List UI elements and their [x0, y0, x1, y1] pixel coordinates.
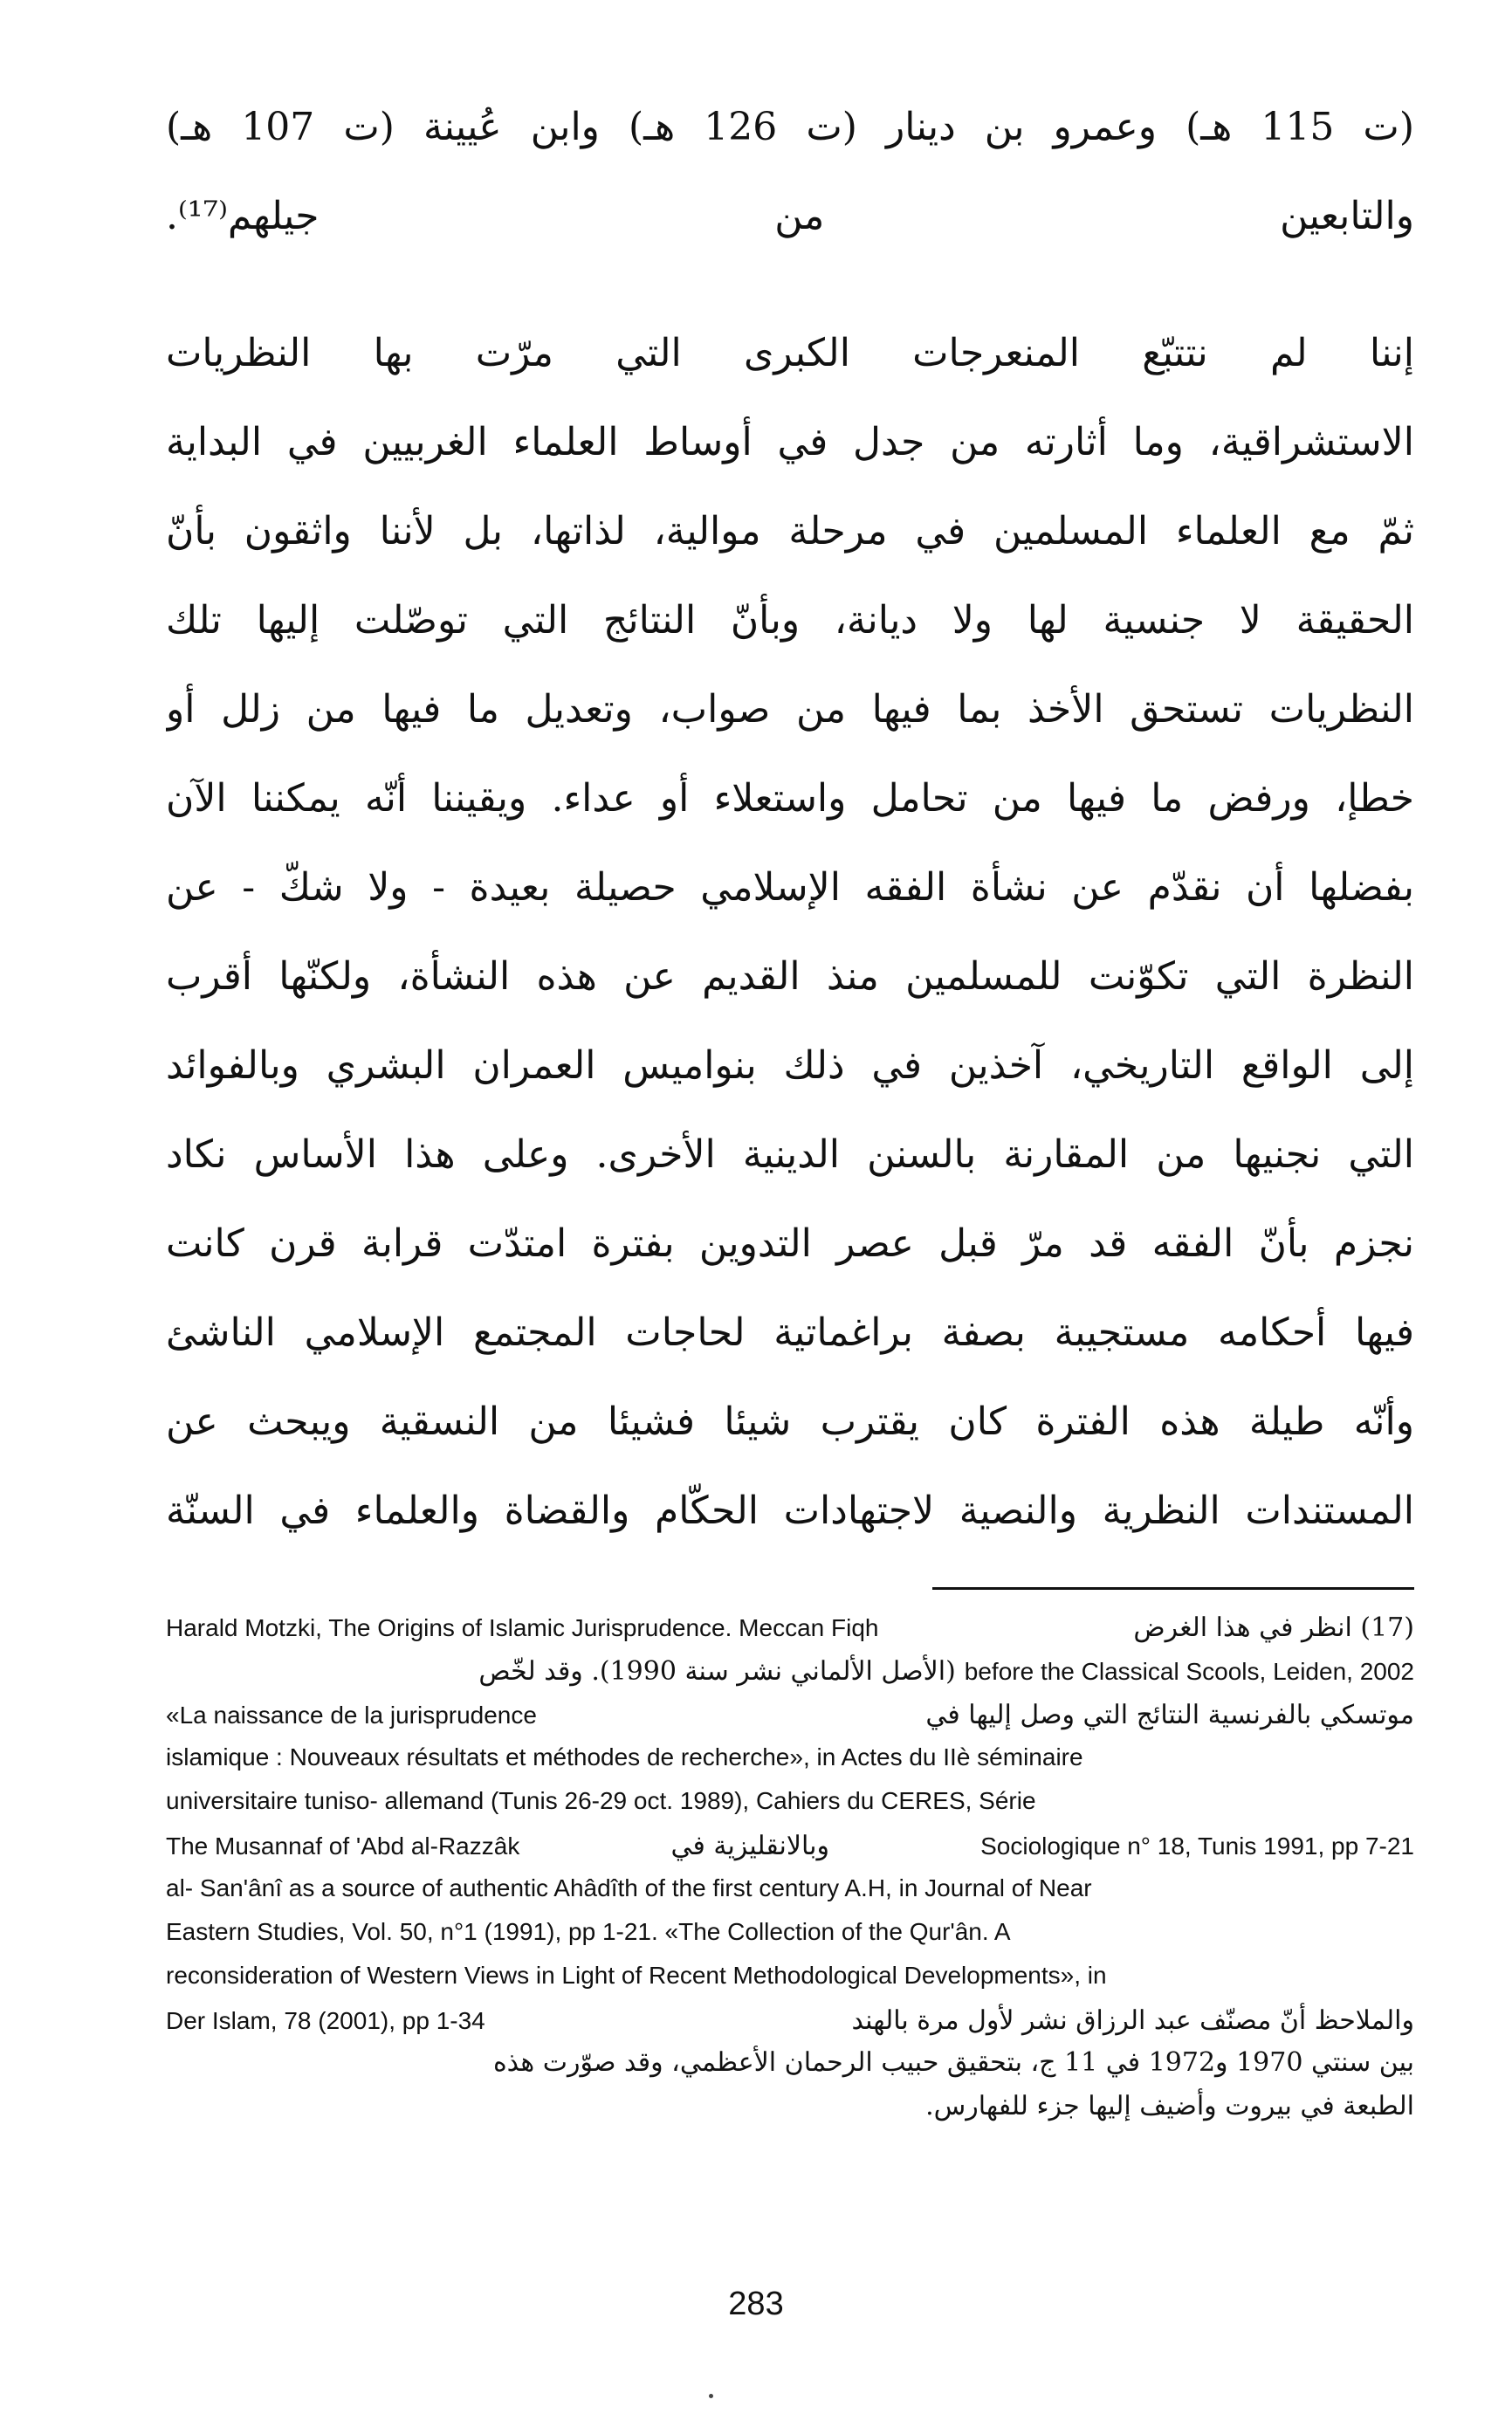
scan-speck: [709, 2394, 713, 2398]
footnote-arabic-text: بين سنتي 1970 و1972 في 11 ج، بتحقيق حبيب الرحمان الأعظمي، وقد صوّرت هذه: [492, 2047, 1414, 2078]
footnote-latin-text: Sociologique n° 18, Tunis 1991, pp 7-21: [980, 1832, 1414, 1860]
body-line: الحقيقة لا جنسية لها ولا ديانة، وبأنّ النتائج التي توصّلت إليها تلك: [166, 598, 1414, 643]
footnotes: [166, 1606, 1414, 2130]
footnote-arabic-text: والملاحظ أنّ مصنّف عبد الرزاق نشر لأول مرة بالهند: [851, 2005, 1414, 2036]
body-line: نجزم بأنّ الفقه قد مرّ قبل عصر التدوين بفترة امتدّت قرابة قرن كانت: [166, 1221, 1414, 1266]
footnote-line: [166, 1694, 1414, 1737]
paragraph-gap: [166, 261, 1414, 309]
body-line: إلى الواقع التاريخي، آخذين في ذلك بنواميس العمران البشري وبالفوائد: [166, 1043, 1414, 1088]
footnote-arabic-text: (الأصل الألماني نشر سنة 1990). وقد لخّص: [478, 1656, 956, 1687]
footnote-latin-text: «La naissance de la jurisprudence: [166, 1702, 537, 1729]
footnote-latin-text: Eastern Studies, Vol. 50, n°1 (1991), pp 1-21. «The Collection of the Qur'ân. A: [166, 1918, 1011, 1945]
body-line: المستندات النظرية والنصية لاجتهادات الحكّام والقضاة والعلماء في السنّة: [166, 1489, 1414, 1533]
footnote-line: [166, 1825, 1414, 1868]
body-line: التي نجنيها من المقارنة بالسنن الدينية الأخرى. وعلى هذا الأساس نكاد: [166, 1132, 1414, 1177]
footnote-latin-text: Harald Motzki, The Origins of Islamic Jurisprudence. Meccan Fiqh: [166, 1614, 879, 1641]
footnote-latin-text: islamique : Nouveaux résultats et méthodes de recherche», in Actes du IIè séminaire: [166, 1743, 1083, 1770]
footnote-line: [166, 1999, 1414, 2043]
body-line: إننا لم نتتبّع المنعرجات الكبرى التي مرّت بها النظريات: [166, 331, 1414, 375]
footnote-line: [166, 1606, 1414, 1650]
footnote-separator: [932, 1587, 1414, 1590]
footnote-latin-text: al- San'ânî as a source of authentic Ahâdîth of the first century A.H, in Journal of Near: [166, 1874, 1092, 1901]
body-line: النظرة التي تكوّنت للمسلمين منذ القديم عن هذه النشأة، ولكنّها أقرب: [166, 954, 1414, 999]
main-text: [166, 83, 1414, 1556]
body-line: خطإ، ورفض ما فيها من تحامل واستعلاء أو عداء. ويقيننا أنّه يمكننا الآن: [166, 776, 1414, 821]
body-line: النظريات تستحق الأخذ بما فيها من صواب، وتعديل ما فيها من زلل أو: [166, 687, 1414, 732]
body-line: بفضلها أن نقدّم عن نشأة الفقه الإسلامي حصيلة بعيدة - ولا شكّ - عن: [166, 865, 1414, 910]
body-line: فيها أحكامه مستجيبة بصفة براغماتية لحاجات المجتمع الإسلامي الناشئ: [166, 1310, 1414, 1355]
body-line: وأنّه طيلة هذه الفترة كان يقترب شيئا فشيئا من النسقية ويبحث عن: [166, 1399, 1414, 1444]
footnote-latin-text: reconsideration of Western Views in Light of Recent Methodological Developments», in: [166, 1962, 1107, 1989]
body-line: ثمّ مع العلماء المسلمين في مرحلة موالية، لذاتها، بل لأننا واثقون بأنّ: [166, 509, 1414, 553]
page-number: 283: [728, 2286, 784, 2322]
body-line: والتابعين من جيلهم⁽¹⁷⁾.: [166, 194, 1414, 238]
body-line: الاستشراقية، وما أثارته من جدل في أوساط العلماء الغربيين في البداية: [166, 420, 1414, 464]
footnote-latin-text: The Musannaf of 'Abd al-Razzâk: [166, 1832, 520, 1860]
footnote-latin-text: universitaire tuniso- allemand (Tunis 26-29 oct. 1989), Cahiers du CERES, Série: [166, 1787, 1036, 1814]
body-line: (ت 115 هـ) وعمرو بن دينار (ت 126 هـ) وابن عُيينة (ت 107 هـ): [166, 105, 1414, 149]
footnote-latin-text: Der Islam, 78 (2001), pp 1-34: [166, 2007, 485, 2034]
footnote-arabic-text: وبالانقليزية في: [670, 1831, 829, 1861]
footnote-line: [166, 1650, 1414, 1694]
footnote-arabic-text: (17) انظر في هذا الغرض: [1133, 1612, 1414, 1643]
footnote-arabic-text: موتسكي بالفرنسية النتائج التي وصل إليها في: [925, 1700, 1414, 1730]
footnote-arabic-text: الطبعة في بيروت وأضيف إليها جزء للفهارس.: [925, 2091, 1414, 2121]
footnote-latin-text: before the Classical Scools, Leiden, 2002: [964, 1658, 1414, 1685]
